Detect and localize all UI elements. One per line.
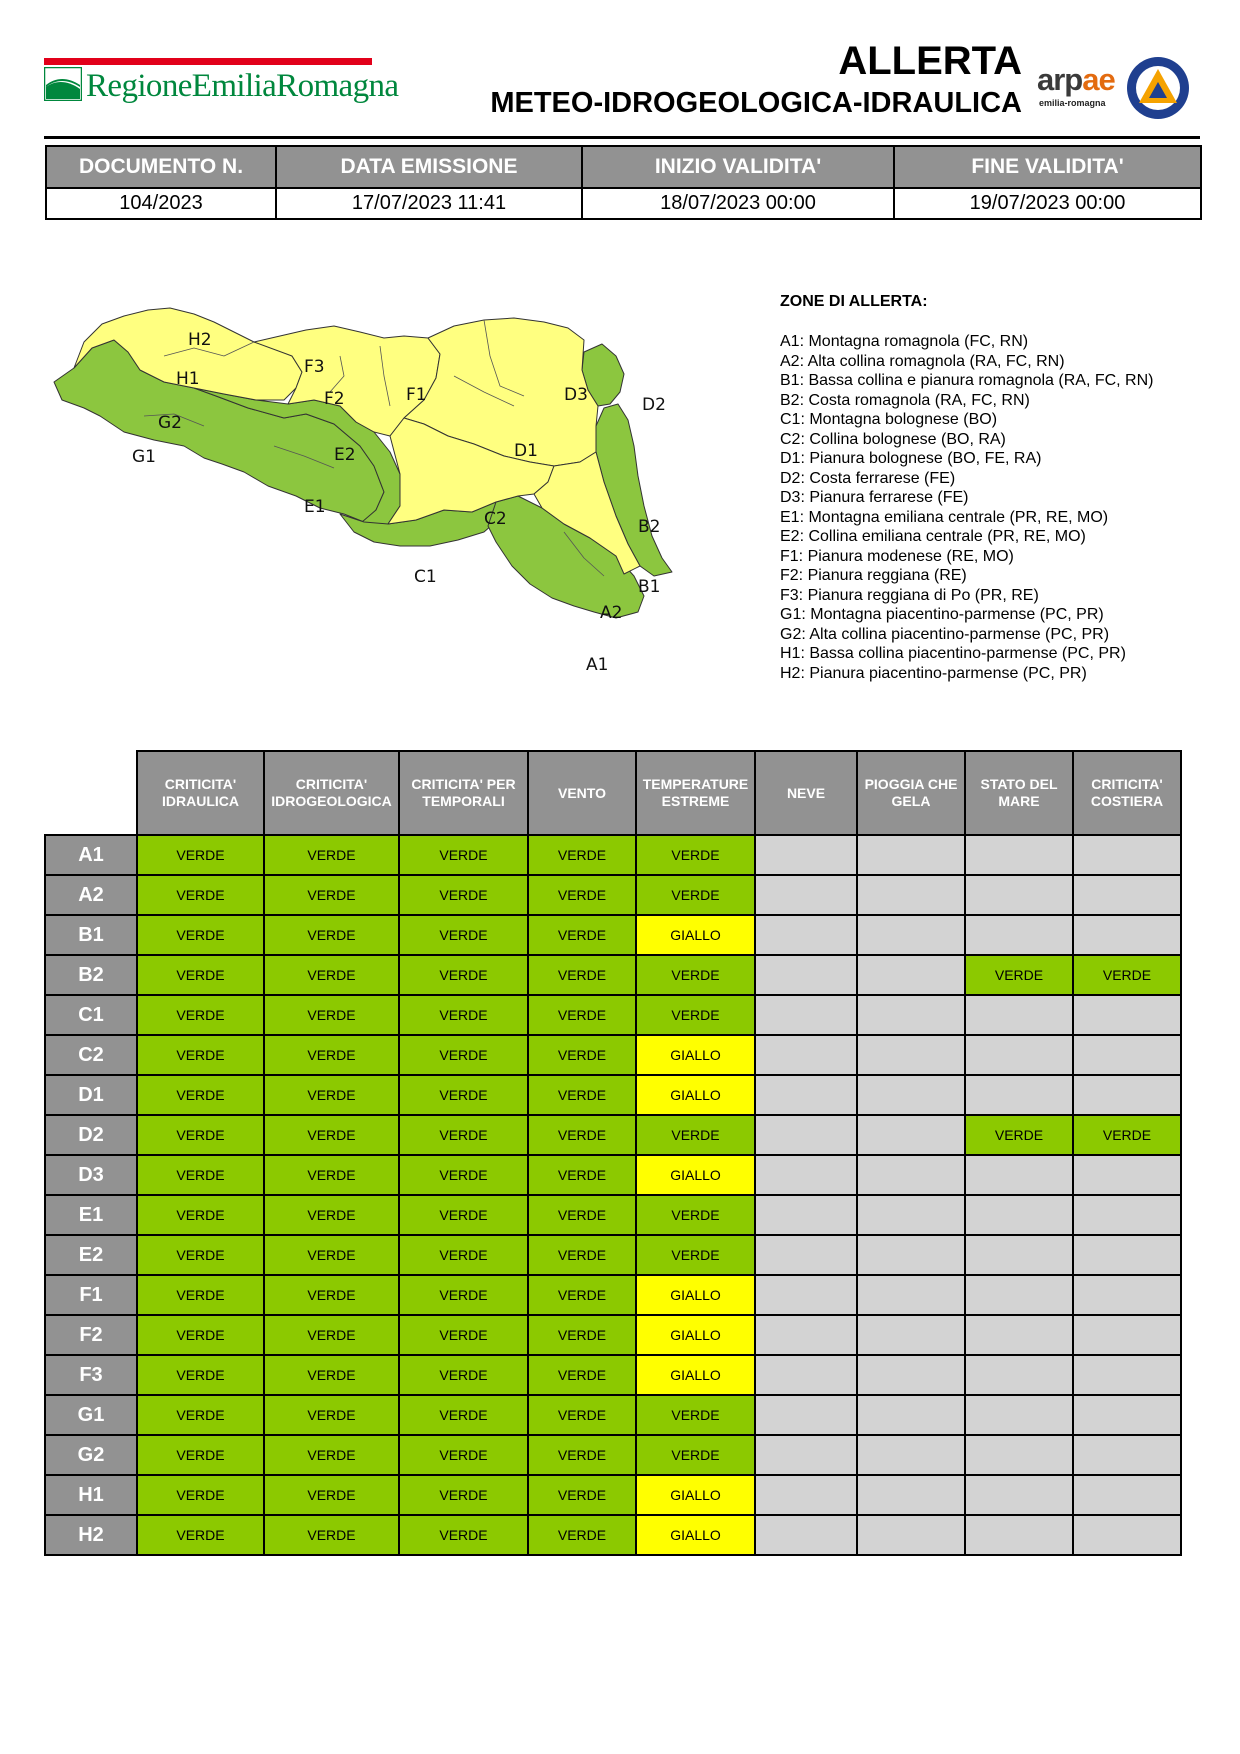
risk-column-header-line: CRITICITA' PER [411,776,516,792]
alert-level-cell [755,1195,857,1235]
zone-code: F1 [45,1275,137,1315]
alert-level-cell: VERDE [264,995,399,1035]
risk-column-header [1073,751,1181,835]
alert-level-cell: VERDE [399,1315,528,1355]
table-row [45,1515,1181,1555]
alert-level-cell [857,1435,965,1475]
alert-level-cell: VERDE [399,835,528,875]
alert-level-cell: VERDE [399,875,528,915]
zone-code: A1 [45,835,137,875]
map-label-d3: D3 [564,385,588,405]
legend-item: F2: Pianura reggiana (RE) [780,567,967,584]
validity-start-value: 18/07/2023 00:00 [582,188,894,219]
risk-column-header [965,751,1073,835]
zone-code: B2 [45,955,137,995]
alert-level-cell: VERDE [264,835,399,875]
alert-level-cell: GIALLO [636,915,755,955]
table-row [45,995,1181,1035]
alert-level-cell: VERDE [137,915,264,955]
legend-item: C2: Collina bolognese (BO, RA) [780,430,1006,448]
alert-level-cell [965,1435,1073,1475]
map-label-f1: F1 [406,385,427,405]
alert-level-cell: VERDE [636,875,755,915]
alert-level-cell: VERDE [137,1155,264,1195]
alert-level-cell: VERDE [636,1435,755,1475]
alert-level-cell: GIALLO [636,1075,755,1115]
alert-level-cell [965,835,1073,875]
table-row [45,835,1181,875]
alert-level-cell [965,1195,1073,1235]
map-label-h2: H2 [188,330,212,350]
alert-level-cell: VERDE [137,1235,264,1275]
alert-level-cell [755,835,857,875]
risk-column-header-line: PIOGGIA CHE [864,776,958,792]
risk-column-header [755,751,857,835]
alert-level-cell: VERDE [264,1115,399,1155]
alert-level-cell [857,1195,965,1235]
legend-item: A1: Montagna romagnola (FC, RN) [780,333,1029,350]
legend-item: E2: Collina emiliana centrale (PR, RE, MO) [780,528,1086,545]
zone-code: H2 [45,1515,137,1555]
alert-level-cell [965,1515,1073,1555]
map-label-a2: A2 [600,603,623,623]
region-flag-icon [44,67,82,101]
zone-code: D3 [45,1155,137,1195]
alert-level-cell [755,1035,857,1075]
zones-legend [780,292,1200,683]
alert-level-cell [1073,1155,1181,1195]
alert-level-cell: VERDE [528,835,636,875]
alert-level-cell: VERDE [636,835,755,875]
alert-level-cell: VERDE [137,835,264,875]
alert-level-cell [755,875,857,915]
legend-item: F1: Pianura modenese (RE, MO) [780,547,1014,565]
alert-level-cell: VERDE [264,875,399,915]
alert-level-cell: GIALLO [636,1475,755,1515]
table-row [45,1275,1181,1315]
alert-level-cell: VERDE [264,1035,399,1075]
alert-level-cell: VERDE [264,1355,399,1395]
alert-level-cell: VERDE [137,875,264,915]
alert-level-cell [857,1275,965,1315]
alert-level-cell: GIALLO [636,1355,755,1395]
alert-level-cell [965,875,1073,915]
logo-red-bar [44,58,372,65]
alert-level-cell: VERDE [399,1035,528,1075]
alert-level-cell [857,955,965,995]
civil-protection-logo-icon [1126,56,1190,120]
risk-column-header-line: COSTIERA [1090,793,1164,809]
zone-code: H1 [45,1475,137,1515]
alert-level-cell: VERDE [965,1115,1073,1155]
alert-level-cell: VERDE [264,1435,399,1475]
alert-level-cell [1073,1395,1181,1435]
alert-level-cell [857,1475,965,1515]
alert-level-cell: VERDE [137,955,264,995]
zone-code: E1 [45,1195,137,1235]
map-label-f2: F2 [324,389,345,409]
alert-level-cell: VERDE [264,1075,399,1115]
alert-level-cell: VERDE [528,1395,636,1435]
alert-level-cell: VERDE [137,995,264,1035]
alert-level-cell [1073,995,1181,1035]
zone-code: D1 [45,1075,137,1115]
alert-level-cell [857,1515,965,1555]
risk-column-header [399,751,528,835]
risk-column-header [137,751,264,835]
table-row [45,915,1181,955]
alert-level-cell [1073,1195,1181,1235]
legend-item: G1: Montagna piacentino-parmense (PC, PR) [780,606,1104,623]
alert-level-cell: VERDE [137,1315,264,1355]
alert-level-cell: VERDE [1073,1115,1181,1155]
map-label-b2: B2 [638,517,661,537]
zone-code: B1 [45,915,137,955]
alert-level-cell: VERDE [528,995,636,1035]
alert-level-cell [755,1395,857,1435]
zone-column-header [45,751,137,835]
alert-level-cell: VERDE [636,1195,755,1235]
zone-code: G1 [45,1395,137,1435]
alert-level-cell [755,915,857,955]
alert-level-cell [857,1075,965,1115]
alert-level-cell [965,915,1073,955]
alert-level-cell: VERDE [399,1355,528,1395]
document-info-table [45,145,1202,220]
alert-level-cell [857,1235,965,1275]
map-label-f3: F3 [304,357,325,377]
alert-level-cell [1073,1435,1181,1475]
alert-level-cell: VERDE [399,955,528,995]
map-label-b1: B1 [638,577,661,597]
table-row [45,1355,1181,1395]
alert-level-cell: VERDE [264,1155,399,1195]
alert-level-cell: VERDE [528,1035,636,1075]
alert-level-cell: VERDE [636,1115,755,1155]
risk-column-header [528,751,636,835]
alert-level-cell: VERDE [528,1475,636,1515]
alert-level-cell: VERDE [399,1395,528,1435]
alert-level-cell: VERDE [528,1115,636,1155]
alert-level-cell: VERDE [399,1115,528,1155]
risk-column-header-line: IDRAULICA [162,793,239,809]
alert-level-cell [755,1355,857,1395]
alert-level-cell: VERDE [137,1475,264,1515]
alert-level-cell [1073,835,1181,875]
table-row [45,875,1181,915]
alert-level-cell [1073,1075,1181,1115]
alert-level-cell [755,995,857,1035]
alert-level-cell [857,835,965,875]
risk-column-header-line: CRITICITA' [1091,776,1163,792]
risk-column-header-line: VENTO [558,784,606,801]
map-label-d2: D2 [642,395,666,415]
alert-level-cell: VERDE [528,1315,636,1355]
map-label-d1: D1 [514,441,538,461]
alert-level-cell [857,875,965,915]
alert-level-cell [755,1475,857,1515]
alert-level-cell: VERDE [528,1355,636,1395]
alert-level-cell: VERDE [264,1275,399,1315]
alert-level-cell: VERDE [264,955,399,995]
alert-level-cell: VERDE [636,995,755,1035]
alert-level-cell [1073,1235,1181,1275]
risk-column-header-line: MARE [998,793,1040,809]
table-row [45,1475,1181,1515]
alert-level-cell: VERDE [137,1035,264,1075]
alert-level-cell [965,1155,1073,1195]
legend-item: F3: Pianura reggiana di Po (PR, RE) [780,586,1039,604]
alert-level-cell [1073,1275,1181,1315]
alert-matrix-table [44,750,1182,1556]
alert-level-cell [965,1395,1073,1435]
alert-level-cell: VERDE [965,955,1073,995]
alert-level-cell: VERDE [528,1075,636,1115]
alert-level-cell: VERDE [264,1515,399,1555]
alert-level-cell [755,1115,857,1155]
zone-code: C1 [45,995,137,1035]
table-row [45,1075,1181,1115]
arpae-logo-word: arpae [1037,62,1115,97]
map-label-g2: G2 [158,413,182,433]
alert-level-cell [1073,1475,1181,1515]
risk-column-header-line: NEVE [786,784,826,801]
alert-level-cell: VERDE [528,955,636,995]
alert-level-cell [1073,915,1181,955]
validity-start-header: INIZIO VALIDITA' [582,146,894,188]
alert-level-cell: VERDE [137,1195,264,1235]
alert-level-cell: VERDE [1073,955,1181,995]
risk-column-header-line: STATO DEL [980,776,1058,792]
legend-item: D2: Costa ferrarese (FE) [780,469,956,487]
risk-column-header-line: GELA [891,793,931,809]
alert-level-cell: VERDE [399,1075,528,1115]
alert-level-cell: GIALLO [636,1315,755,1355]
table-row [45,955,1181,995]
zone-code: A2 [45,875,137,915]
alert-level-cell [755,1315,857,1355]
risk-column-header-line: TEMPORALI [422,793,505,809]
table-row [45,1035,1181,1075]
alert-level-cell: VERDE [264,1235,399,1275]
alert-level-cell: VERDE [528,1155,636,1195]
page-subtitle: METEO-IDROGEOLOGICA-IDRAULICA [490,87,1022,119]
alert-level-cell: VERDE [528,1235,636,1275]
legend-item: H2: Pianura piacentino-parmense (PC, PR) [780,664,1087,682]
legend-item: E1: Montagna emiliana centrale (PR, RE, MO) [780,508,1109,526]
legend-item: B2: Costa romagnola (RA, FC, RN) [780,391,1030,409]
alert-level-cell: VERDE [399,1275,528,1315]
alert-zones-map [44,296,764,716]
zone-code: C2 [45,1035,137,1075]
arpae-logo [1037,62,1117,112]
risk-column-header [636,751,755,835]
issue-date-header: DATA EMISSIONE [276,146,582,188]
map-label-c2: C2 [484,509,507,529]
alert-level-cell: VERDE [399,1475,528,1515]
issue-date-value: 17/07/2023 11:41 [276,188,582,219]
alert-level-cell: VERDE [399,1435,528,1475]
table-row [45,1115,1181,1155]
alert-level-cell: VERDE [636,1235,755,1275]
alert-level-cell: VERDE [137,1395,264,1435]
alert-level-cell [965,1235,1073,1275]
risk-column-header [857,751,965,835]
alert-level-cell [965,1075,1073,1115]
map-label-e2: E2 [334,445,356,465]
alert-level-cell: VERDE [528,1515,636,1555]
alert-level-cell: VERDE [399,915,528,955]
doc-number-value: 104/2023 [46,188,276,219]
alert-level-cell [755,1075,857,1115]
zone-code: F3 [45,1355,137,1395]
zone-code: G2 [45,1435,137,1475]
zone-code: F2 [45,1315,137,1355]
table-row [45,1395,1181,1435]
alert-level-cell: VERDE [264,1315,399,1355]
risk-column-header-line: ESTREME [661,793,730,809]
alert-level-cell [1073,1355,1181,1395]
alert-level-cell [965,1035,1073,1075]
alert-level-cell [965,1315,1073,1355]
legend-item: A2: Alta collina romagnola (RA, FC, RN) [780,352,1065,370]
alert-level-cell [755,1235,857,1275]
alert-level-cell: GIALLO [636,1035,755,1075]
alert-level-cell [857,1035,965,1075]
table-row [45,1155,1181,1195]
alert-level-cell [965,995,1073,1035]
alert-level-cell: VERDE [399,1195,528,1235]
alert-level-cell: VERDE [528,915,636,955]
alert-level-cell: VERDE [528,1435,636,1475]
risk-column-header-line: TEMPERATURE [642,776,749,792]
alert-level-cell: VERDE [399,995,528,1035]
alert-level-cell: GIALLO [636,1515,755,1555]
alert-level-cell: VERDE [399,1235,528,1275]
alert-level-cell [857,915,965,955]
zone-code: E2 [45,1235,137,1275]
alert-level-cell [755,955,857,995]
alert-level-cell [755,1275,857,1315]
alert-level-cell: GIALLO [636,1275,755,1315]
map-label-c1: C1 [414,567,437,587]
table-row [45,1315,1181,1355]
alert-level-cell: GIALLO [636,1155,755,1195]
alert-level-cell [857,1395,965,1435]
alert-level-cell: VERDE [264,1195,399,1235]
region-name: RegioneEmiliaRomagna [86,68,399,104]
alert-level-cell: VERDE [399,1515,528,1555]
risk-column-header-line: IDROGEOLOGICA [271,793,392,809]
alert-level-cell [965,1475,1073,1515]
alert-level-cell: VERDE [137,1355,264,1395]
alert-level-cell: VERDE [137,1115,264,1155]
legend-item: G2: Alta collina piacentino-parmense (PC, PR) [780,625,1110,643]
map-label-h1: H1 [176,369,200,389]
alert-level-cell [1073,1515,1181,1555]
alert-level-cell: VERDE [137,1515,264,1555]
alert-level-cell: VERDE [399,1155,528,1195]
alert-level-cell [755,1155,857,1195]
emilia-romagna-map [44,296,764,716]
legend-title: ZONE DI ALLERTA: [780,293,928,310]
alert-level-cell: VERDE [264,915,399,955]
table-row [45,1435,1181,1475]
alert-level-cell: VERDE [264,1475,399,1515]
alert-level-cell [857,1115,965,1155]
legend-item: D1: Pianura bolognese (BO, FE, RA) [780,450,1042,467]
legend-item: H1: Bassa collina piacentino-parmense (PC, PR) [780,645,1126,662]
risk-column-header-line: CRITICITA' [295,776,368,792]
alert-level-cell [857,995,965,1035]
validity-end-header: FINE VALIDITA' [894,146,1201,188]
alert-level-cell: VERDE [137,1435,264,1475]
alert-level-cell: VERDE [528,875,636,915]
zone-code: D2 [45,1115,137,1155]
alert-level-cell [1073,875,1181,915]
map-label-e1: E1 [304,497,326,517]
arpae-logo-subtext: emilia-romagna [1039,98,1106,108]
legend-list [780,332,1200,683]
alert-level-cell [965,1275,1073,1315]
alert-level-cell [965,1355,1073,1395]
validity-end-value: 19/07/2023 00:00 [894,188,1201,219]
risk-column-header-line: CRITICITA' [164,776,237,792]
alert-level-cell: VERDE [528,1275,636,1315]
regione-emilia-romagna-logo [44,58,399,104]
legend-item: D3: Pianura ferrarese (FE) [780,489,969,506]
alert-level-cell: VERDE [636,1395,755,1435]
alert-level-cell [857,1315,965,1355]
alert-level-cell [857,1355,965,1395]
alert-level-cell: VERDE [137,1075,264,1115]
map-label-g1: G1 [132,447,156,467]
alert-level-cell: VERDE [137,1275,264,1315]
alert-level-cell: VERDE [264,1395,399,1435]
map-label-a1: A1 [586,655,609,675]
alert-level-cell [1073,1315,1181,1355]
alert-level-cell [755,1435,857,1475]
table-row [45,1195,1181,1235]
alert-level-cell [857,1155,965,1195]
legend-item: C1: Montagna bolognese (BO) [780,411,998,428]
alert-level-cell: VERDE [528,1195,636,1235]
doc-number-header: DOCUMENTO N. [46,146,276,188]
risk-column-header [264,751,399,835]
table-row [45,1235,1181,1275]
alert-level-cell [1073,1035,1181,1075]
legend-item: B1: Bassa collina e pianura romagnola (RA, FC, RN) [780,372,1154,389]
header-divider [44,136,1200,139]
page-title: ALLERTA [838,39,1022,83]
alert-level-cell: VERDE [636,955,755,995]
alert-level-cell [755,1515,857,1555]
